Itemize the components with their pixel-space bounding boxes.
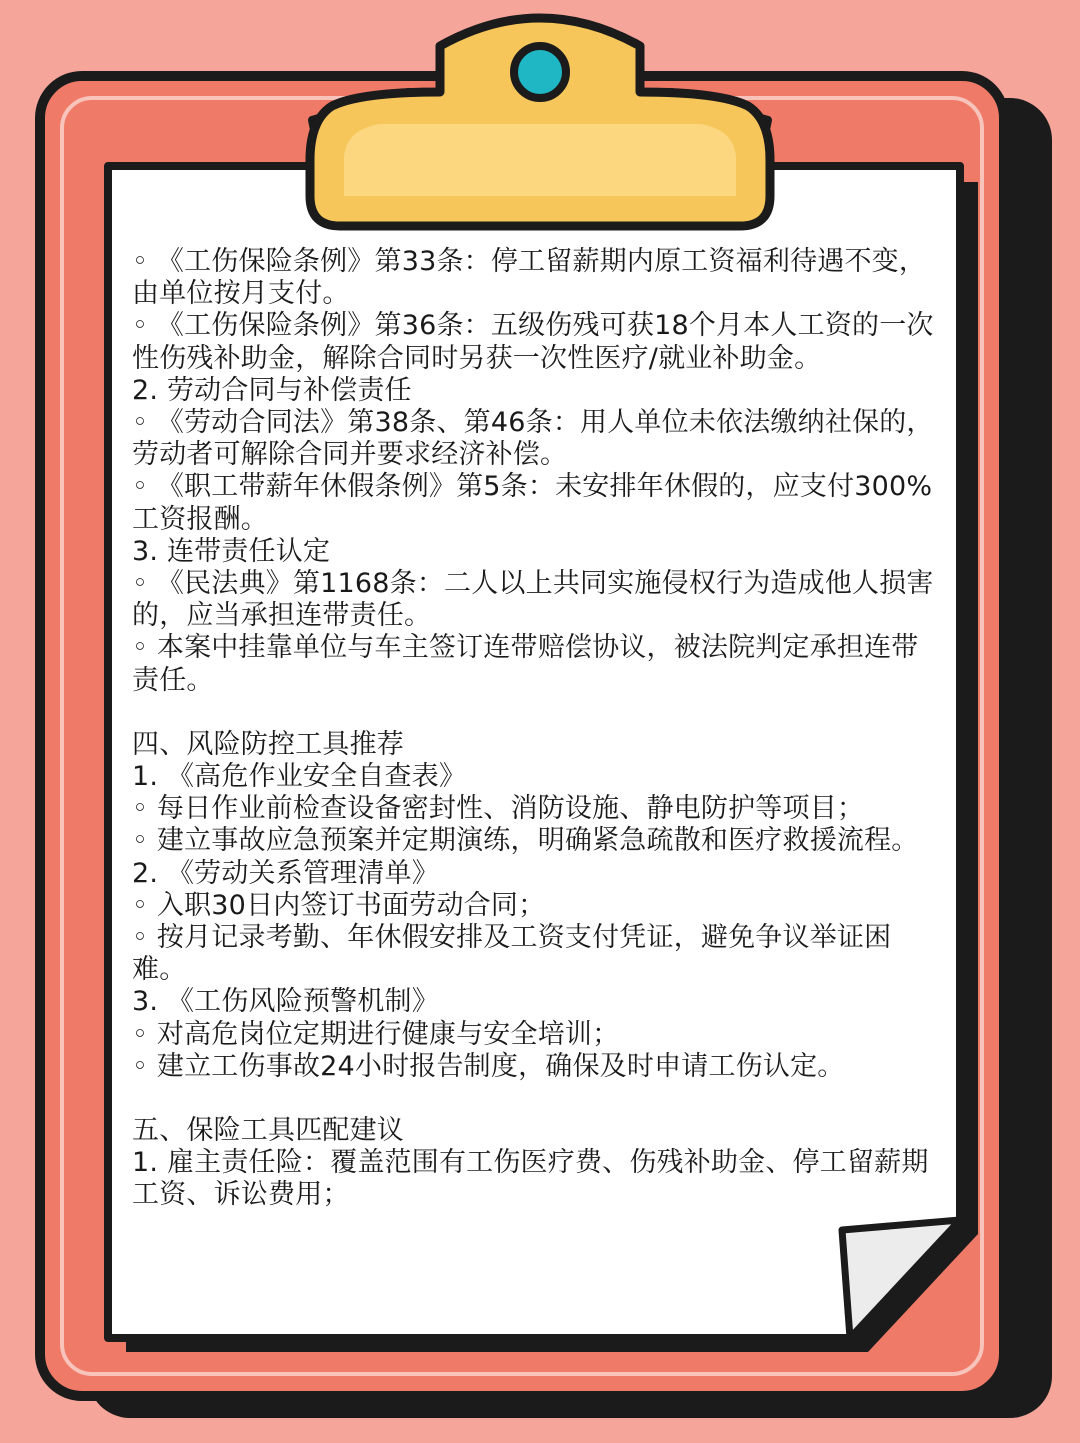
blank-line bbox=[132, 697, 942, 729]
section-heading-insurance: 五、保险工具匹配建议 bbox=[132, 1115, 404, 1147]
doc-line-12: ◦ 每日作业前检查设备密封性、消防设施、静电防护等项目； bbox=[132, 793, 865, 825]
doc-line-4: ◦ 《劳动合同法》第38条、第46条：用人单位未依法缴纳社保的，劳动者可解除合同并要求经济补偿。 bbox=[132, 407, 934, 471]
doc-line-2: ◦ 《工伤保险条例》第36条：五级伤残可获18个月本人工资的一次性伤残补助金，解除合同时另获一次性医疗/就业补助金。 bbox=[132, 310, 934, 374]
section-heading-risk-tools: 四、风险防控工具推荐 bbox=[132, 728, 404, 760]
doc-line-22: 1. 雇主责任险：覆盖范围有工伤医疗费、伤残补助金、停工留薪期工资、诉讼费用； bbox=[132, 1147, 929, 1211]
doc-line-17: 3. 《工伤风险预警机制》 bbox=[132, 986, 439, 1018]
doc-line-19: ◦ 建立工伤事故24小时报告制度，确保及时申请工伤认定。 bbox=[132, 1050, 845, 1082]
doc-line-18: ◦ 对高危岗位定期进行健康与安全培训； bbox=[132, 1018, 620, 1050]
doc-line-5: ◦ 《职工带薪年休假条例》第5条：未安排年休假的，应支付300%工资报酬。 bbox=[132, 471, 933, 535]
document-content bbox=[132, 246, 942, 1316]
section-heading-joint-liability: 3. 连带责任认定 bbox=[132, 535, 331, 567]
doc-line-8: ◦ 本案中挂靠单位与车主签订连带赔偿协议，被法院判定承担连带责任。 bbox=[132, 632, 919, 696]
doc-line-13: ◦ 建立事故应急预案并定期演练，明确紧急疏散和医疗救援流程。 bbox=[132, 825, 919, 857]
section-heading-labor-contract: 2. 劳动合同与补偿责任 bbox=[132, 374, 412, 406]
blank-line bbox=[132, 1083, 942, 1115]
clipboard-clip-icon bbox=[310, 18, 770, 226]
doc-line-15: ◦ 入职30日内签订书面劳动合同； bbox=[132, 889, 546, 921]
doc-line-7: ◦ 《民法典》第1168条：二人以上共同实施侵权行为造成他人损害的，应当承担连带责任。 bbox=[132, 568, 934, 632]
doc-line-14: 2. 《劳动关系管理清单》 bbox=[132, 857, 439, 889]
doc-line-16: ◦ 按月记录考勤、年休假安排及工资支付凭证，避免争议举证困难。 bbox=[132, 922, 892, 986]
doc-line-1: ◦ 《工伤保险条例》第33条：停工留薪期内原工资福利待遇不变，由单位按月支付。 bbox=[132, 246, 927, 310]
doc-line-11: 1. 《高危作业安全自查表》 bbox=[132, 761, 467, 793]
